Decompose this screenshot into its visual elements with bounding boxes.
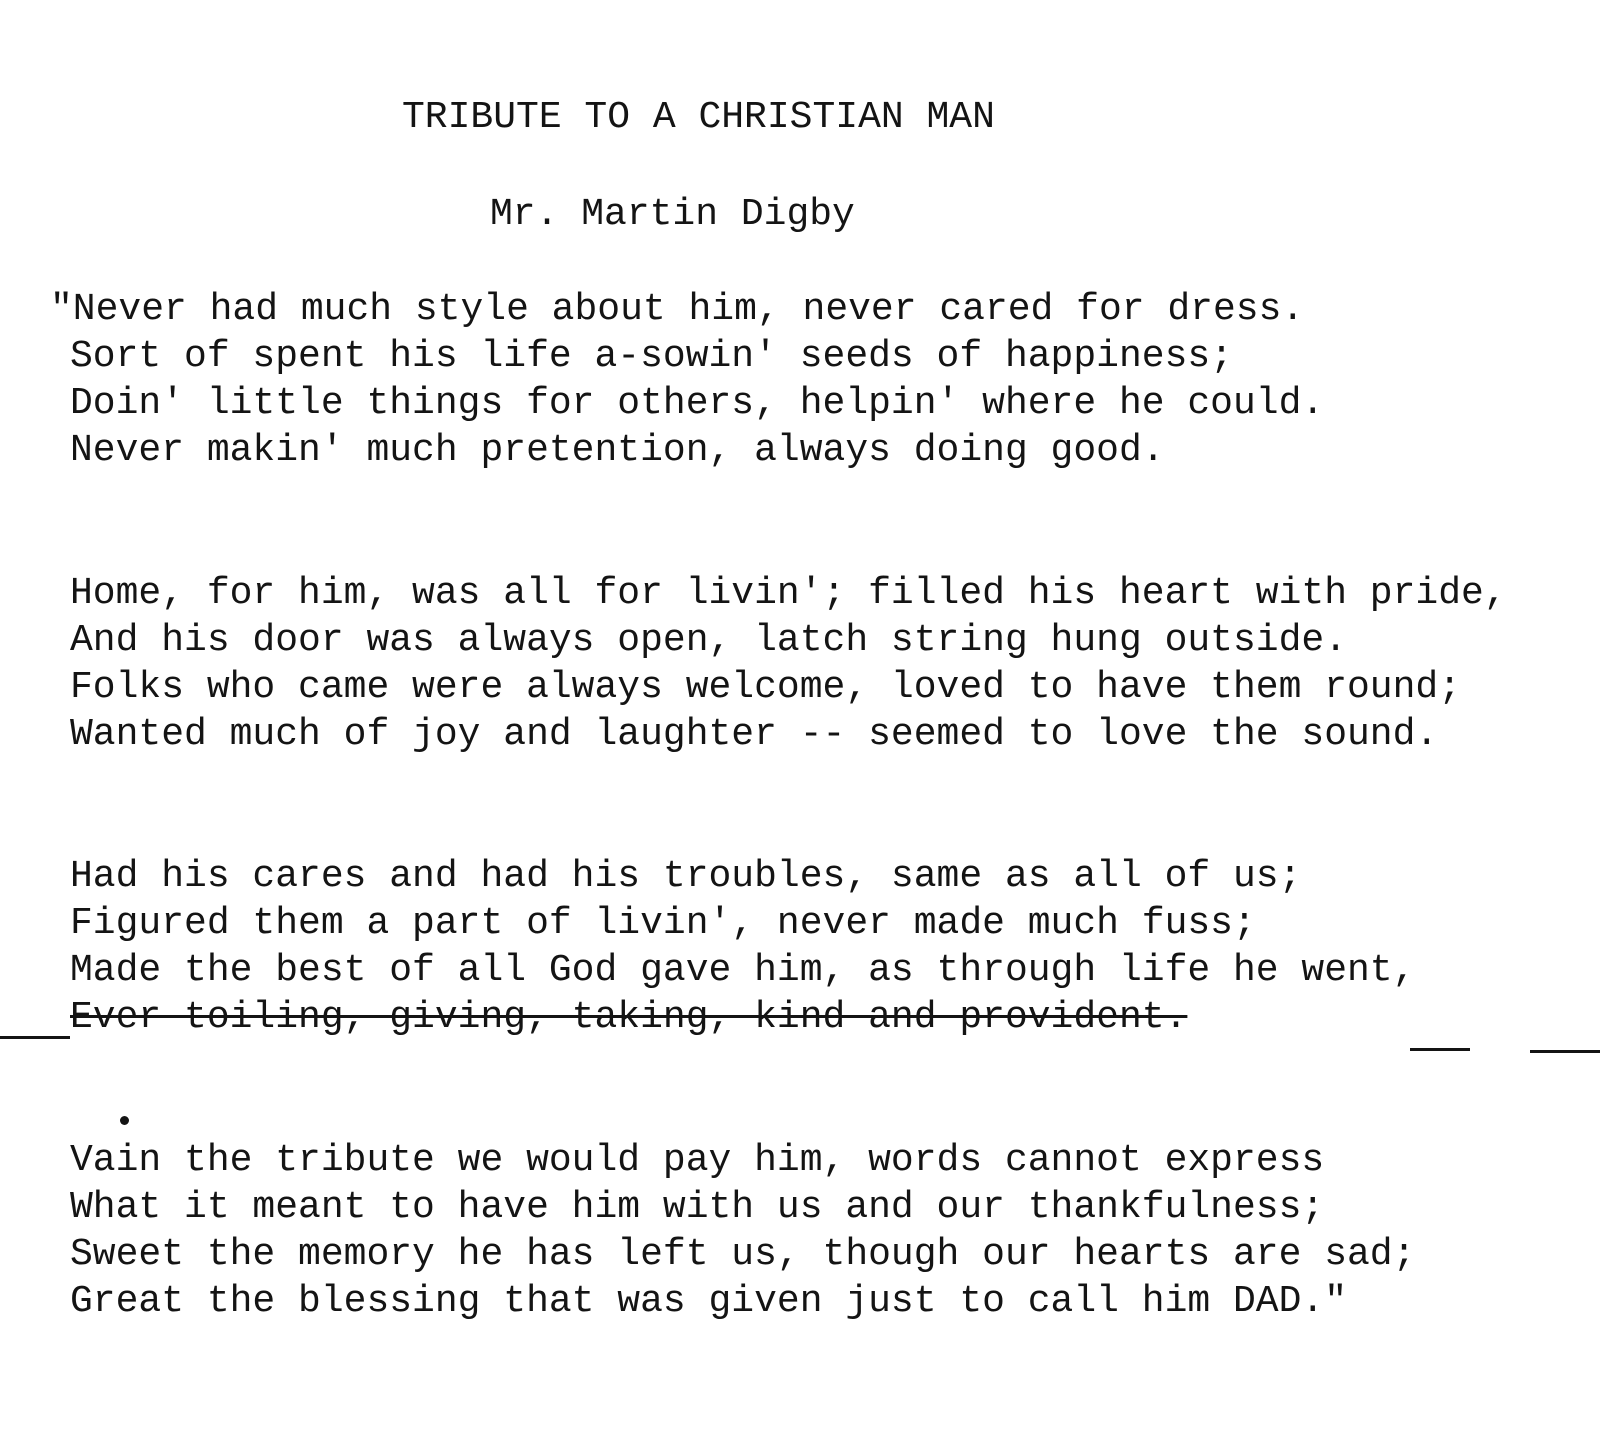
stray-dot-mark [120,1116,129,1125]
strike-rule-mid [1410,1048,1470,1051]
stanza-1 [50,286,1325,474]
poem-line: Doin' little things for others, helpin' where he could. [70,382,1325,425]
poem-line: Never makin' much pretention, always doing good. [70,429,1165,472]
stanza-2 [70,570,1507,758]
stanza-3 [70,853,1415,1041]
poem-line: Folks who came were always welcome, loved to have them round; [70,666,1462,709]
poem-line: Had his cares and had his troubles, same as all of us; [70,855,1302,898]
document-subtitle: Mr. Martin Digby [490,193,855,236]
poem-line: Sort of spent his life a-sowin' seeds of happiness; [70,335,1233,378]
struck-out-line: Ever toiling, giving, taking, kind and provident. [70,996,1188,1039]
strike-rule-right [1530,1050,1600,1053]
stanza-4 [70,1137,1415,1325]
poem-line: Vain the tribute we would pay him, words cannot express [70,1139,1325,1182]
document-title: TRIBUTE TO A CHRISTIAN MAN [402,96,995,139]
poem-line: Made the best of all God gave him, as through life he went, [70,949,1416,992]
poem-line: Home, for him, was all for livin'; filled his heart with pride, [70,572,1507,615]
poem-line: "Never had much style about him, never cared for dress. [50,288,1305,331]
poem-line: Figured them a part of livin', never made much fuss; [70,902,1256,945]
poem-line: Wanted much of joy and laughter -- seemed to love the sound. [70,713,1439,756]
poem-line: What it meant to have him with us and our thankfulness; [70,1186,1325,1229]
poem-line: And his door was always open, latch string hung outside. [70,619,1348,662]
poem-line: Sweet the memory he has left us, though our hearts are sad; [70,1233,1416,1276]
strike-rule-left [0,1036,70,1039]
poem-line: Great the blessing that was given just to call him DAD." [70,1280,1348,1323]
